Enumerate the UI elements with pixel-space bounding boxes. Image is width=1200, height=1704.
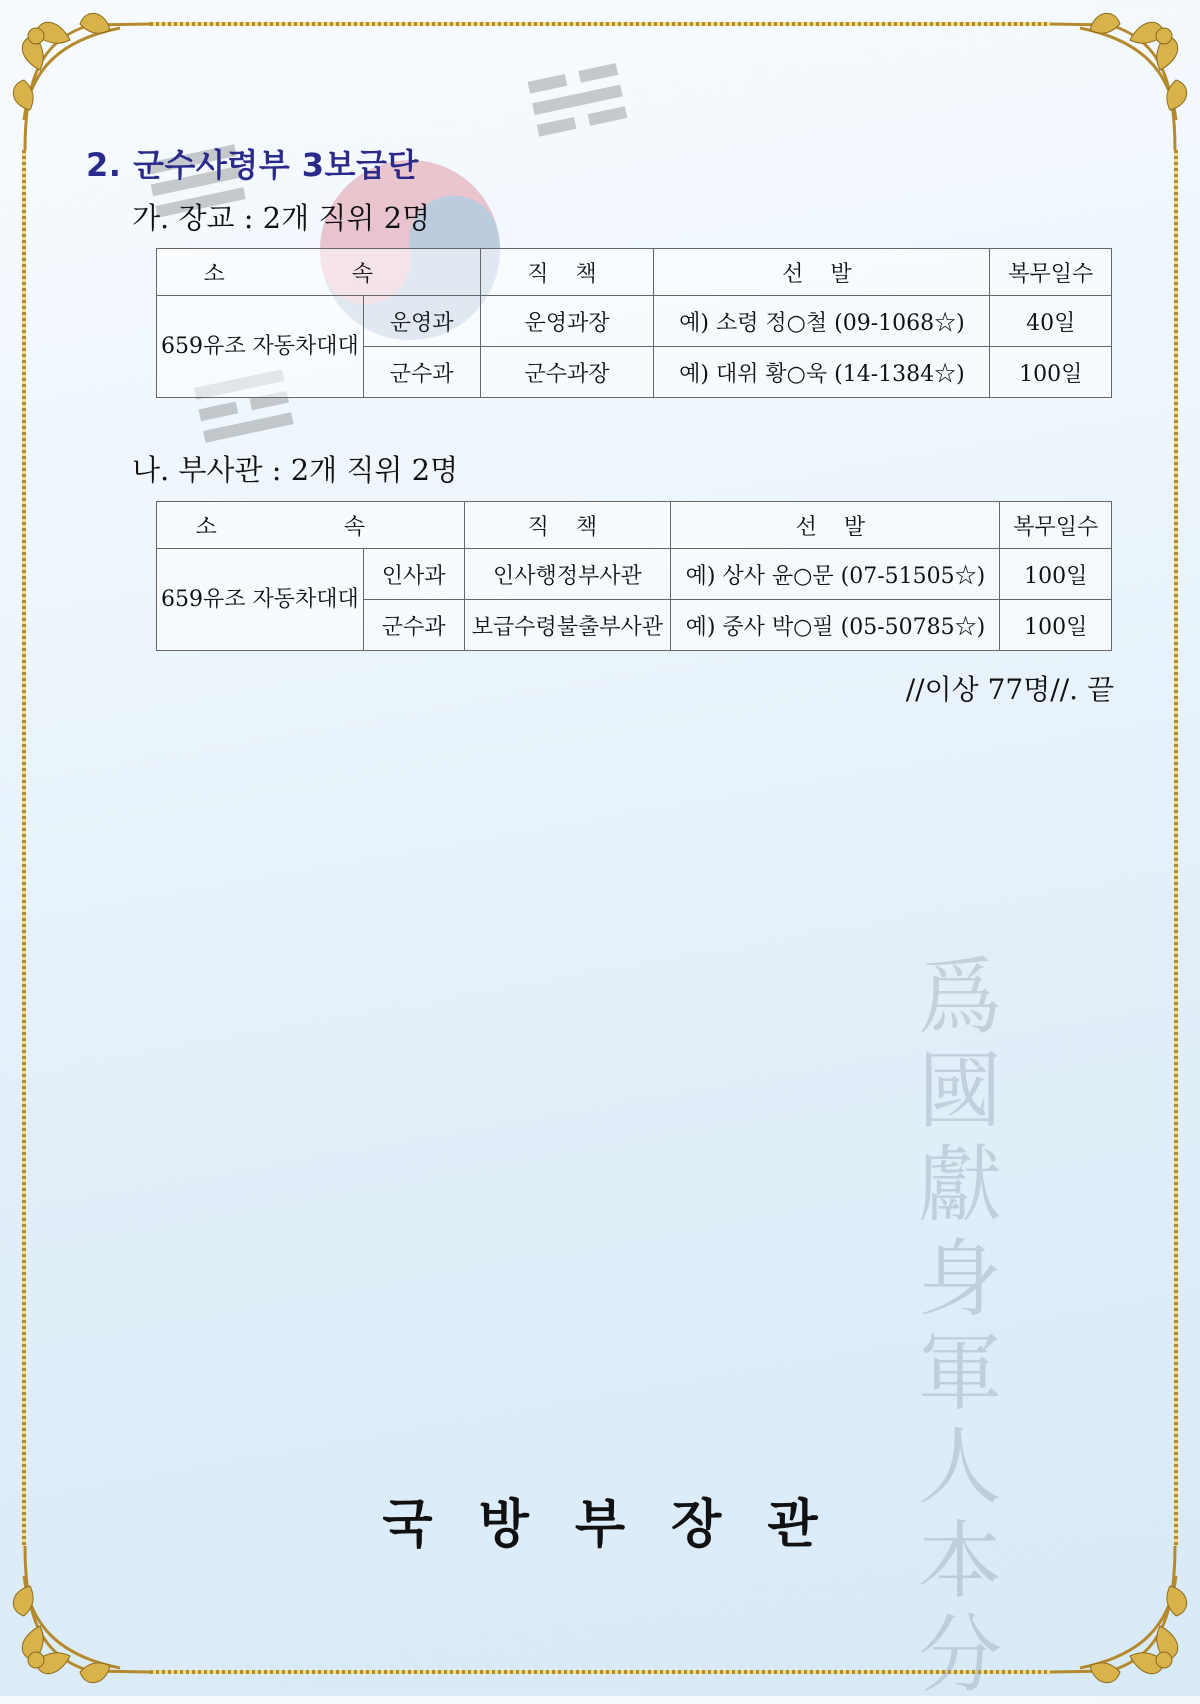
- officers-table: [156, 248, 1112, 398]
- position-cell: 보급수령불출부사관: [464, 600, 671, 651]
- frame-left-border: [22, 150, 26, 1546]
- unit-cell: 659유조 자동차대대: [157, 296, 364, 398]
- header-affiliation: 소 속: [157, 249, 481, 296]
- table-header-row: [157, 502, 1112, 549]
- frame-top-border: [150, 22, 1050, 26]
- selection-cell: 예) 소령 정○철 (09-1068☆): [654, 296, 990, 347]
- header-service-days: 복무일수: [1000, 502, 1112, 549]
- position-cell: 인사행정부사관: [464, 549, 671, 600]
- dept-cell: 군수과: [363, 347, 480, 398]
- issuer-signature: 국방부장관: [382, 1495, 864, 1555]
- position-cell: 군수과장: [480, 347, 654, 398]
- table-header-row: [157, 249, 1112, 296]
- header-service-days: 복무일수: [990, 249, 1112, 296]
- dept-cell: 군수과: [363, 600, 464, 651]
- header-selection: 선 발: [654, 249, 990, 296]
- table-row: [157, 549, 1112, 600]
- header-position: 직 책: [480, 249, 654, 296]
- days-cell: 100일: [1000, 549, 1112, 600]
- dept-cell: 인사과: [363, 549, 464, 600]
- header-affiliation: 소 속: [157, 502, 465, 549]
- header-position: 직 책: [464, 502, 671, 549]
- days-cell: 100일: [1000, 600, 1112, 651]
- frame-right-border: [1174, 150, 1178, 1546]
- officers-subtitle: 가. 장교 : 2개 직위 2명: [132, 201, 431, 235]
- dept-cell: 운영과: [363, 296, 480, 347]
- closing-note: //이상 77명//. 끝: [905, 673, 1114, 706]
- corner-ornament-icon: [0, 1546, 150, 1696]
- selection-cell: 예) 상사 윤○문 (07-51505☆): [671, 549, 1000, 600]
- corner-ornament-icon: [1050, 1546, 1200, 1696]
- ncos-subtitle: 나. 부사관 : 2개 직위 2명: [132, 453, 459, 487]
- days-cell: 100일: [990, 347, 1112, 398]
- section-title: 2. 군수사령부 3보급단: [86, 146, 419, 184]
- ncos-table: [156, 501, 1112, 651]
- corner-ornament-icon: [1050, 0, 1200, 150]
- position-cell: 운영과장: [480, 296, 654, 347]
- corner-ornament-icon: [0, 0, 150, 150]
- unit-cell: 659유조 자동차대대: [157, 549, 364, 651]
- header-selection: 선 발: [671, 502, 1000, 549]
- selection-cell: 예) 중사 박○필 (05-50785☆): [671, 600, 1000, 651]
- calligraphy-watermark: 爲國獻身軍人本分: [917, 948, 1002, 1704]
- days-cell: 40일: [990, 296, 1112, 347]
- selection-cell: 예) 대위 황○욱 (14-1384☆): [654, 347, 990, 398]
- table-row: [157, 296, 1112, 347]
